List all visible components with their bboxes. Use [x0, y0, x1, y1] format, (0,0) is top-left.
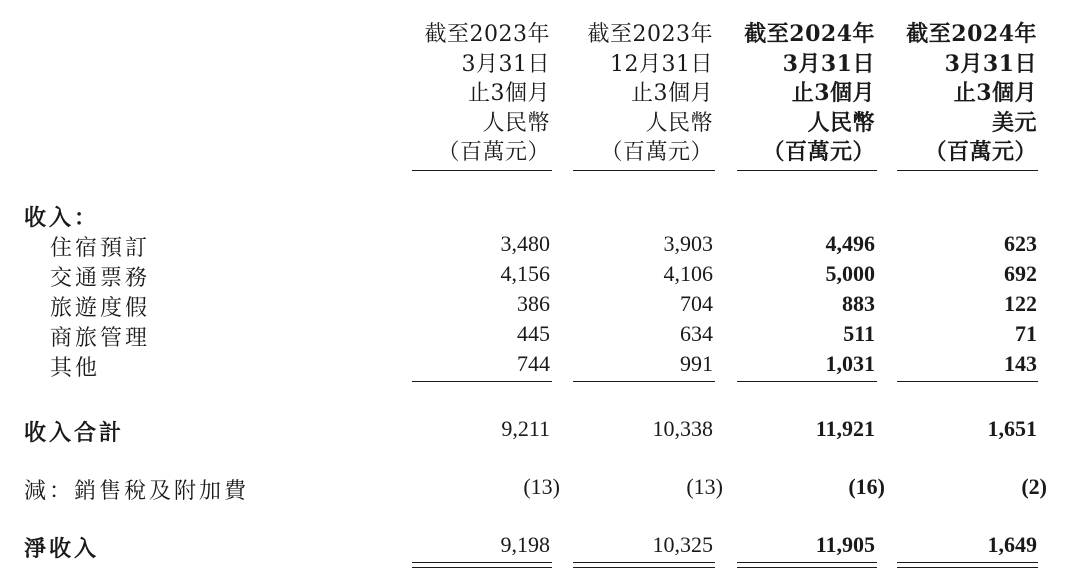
header-unit: （百萬元） [762, 139, 875, 165]
cell-value: (13) [686, 474, 723, 499]
row-label-total-revenue: 收入合計 [24, 420, 125, 446]
cell-value: (13) [523, 474, 560, 499]
cell-value: 386 [517, 291, 550, 316]
subtotal-rule [573, 381, 715, 382]
cell-value: 9,211 [501, 416, 550, 441]
row-label-net-revenue: 淨收入 [24, 536, 100, 562]
cell-value: 704 [680, 291, 713, 316]
cell-value: 1,031 [825, 351, 875, 376]
total-double-rule [573, 562, 715, 568]
header-period: 截至2023年 [424, 22, 550, 47]
cell-value: 4,106 [663, 261, 713, 286]
column-header-q1-2023 [400, 20, 550, 168]
column-header-q1-2024-rmb [725, 20, 875, 168]
column-header-q4-2023 [563, 20, 713, 168]
header-date: 3月31日 [944, 50, 1037, 77]
subtotal-rule [412, 381, 552, 382]
cell-value: 692 [1004, 261, 1037, 286]
subtotal-rule [737, 381, 877, 382]
header-duration: 止3個月 [791, 80, 875, 106]
cell-value: 744 [517, 351, 550, 376]
row-label-packaged-tours: 旅遊度假 [50, 296, 151, 321]
row-label-others: 其他 [50, 356, 101, 381]
row-label-corporate-travel: 商旅管理 [50, 326, 151, 351]
cell-value: 991 [680, 351, 713, 376]
cell-value: 11,905 [815, 532, 875, 557]
header-date: 12月31日 [610, 51, 713, 77]
column-header-q1-2024-usd [887, 20, 1037, 168]
row-label-transportation: 交通票務 [50, 266, 151, 291]
header-currency: 美元 [991, 109, 1037, 136]
header-period: 截至2023年 [587, 22, 713, 47]
cell-value: 10,338 [652, 416, 713, 441]
total-double-rule [897, 562, 1038, 568]
revenue-heading: 收入： [24, 205, 100, 231]
cell-value: 122 [1004, 291, 1037, 316]
cell-value: (16) [848, 474, 885, 499]
cell-value: 1,649 [987, 532, 1037, 557]
header-period: 截至2024年 [906, 21, 1037, 47]
header-unit: （百萬元） [437, 140, 550, 165]
header-unit: （百萬元） [924, 139, 1037, 165]
header-date: 3月31日 [461, 51, 550, 77]
header-currency: 人民幣 [807, 109, 875, 136]
cell-value: 511 [843, 321, 875, 346]
cell-value: 11,921 [815, 416, 875, 441]
header-duration: 止3個月 [468, 81, 550, 106]
header-duration: 止3個月 [631, 81, 713, 106]
header-underline [897, 170, 1038, 171]
header-period: 截至2024年 [744, 21, 875, 47]
row-label-less-sales-tax: 減：銷售稅及附加費 [24, 479, 250, 504]
cell-value: 445 [517, 321, 550, 346]
header-date: 3月31日 [782, 50, 875, 77]
header-underline [573, 170, 715, 171]
header-unit: （百萬元） [600, 140, 713, 165]
row-label-accommodation: 住宿預訂 [50, 236, 151, 261]
header-currency: 人民幣 [482, 110, 550, 136]
cell-value: 9,198 [500, 532, 550, 557]
cell-value: 623 [1004, 231, 1037, 256]
total-double-rule [412, 562, 552, 568]
cell-value: 634 [680, 321, 713, 346]
cell-value: 1,651 [987, 416, 1037, 441]
cell-value: 4,156 [500, 261, 550, 286]
header-duration: 止3個月 [953, 80, 1037, 106]
header-underline [737, 170, 877, 171]
cell-value: 10,325 [652, 532, 713, 557]
cell-value: 71 [1015, 321, 1037, 346]
cell-value: 3,480 [500, 231, 550, 256]
subtotal-rule [897, 381, 1038, 382]
cell-value: 3,903 [663, 231, 713, 256]
cell-value: 883 [842, 291, 875, 316]
total-double-rule [737, 562, 877, 568]
cell-value: 143 [1004, 351, 1037, 376]
cell-value: 5,000 [825, 261, 875, 286]
header-currency: 人民幣 [645, 110, 713, 136]
cell-value: (2) [1021, 474, 1047, 499]
cell-value: 4,496 [825, 231, 875, 256]
header-underline [412, 170, 552, 171]
